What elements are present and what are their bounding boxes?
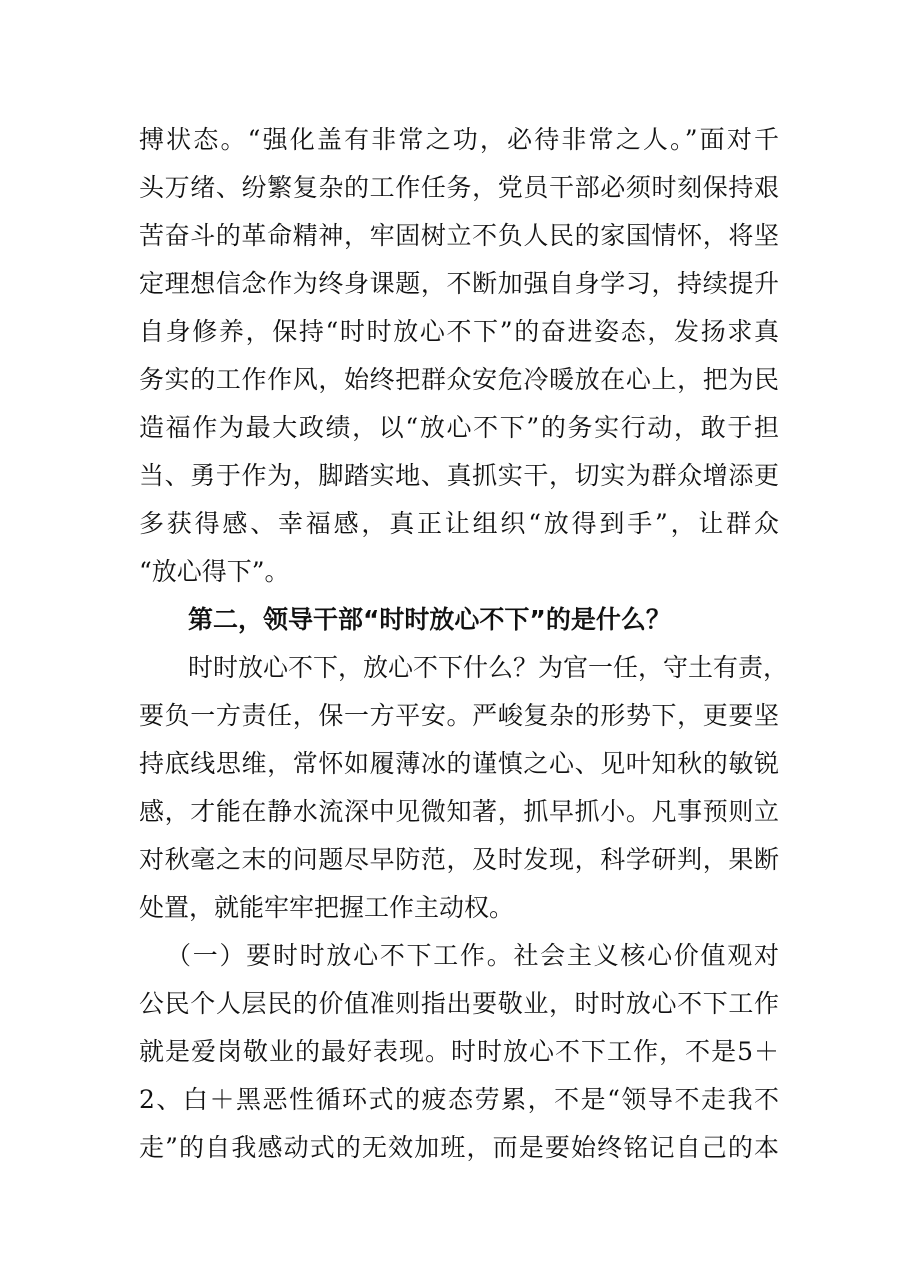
section-heading: 第二，领导干部“时时放心不下”的是什么？	[188, 605, 671, 634]
paragraph-line: 造福作为最大政绩，以“放心不下”的务实行动，敢于担	[139, 413, 779, 442]
paragraph-line: 务实的工作作风，始终把群众安危冷暖放在心上，把为民	[139, 365, 779, 394]
paragraph-line: 对秋毫之末的问题尽早防范，及时发现，科学研判，果断	[139, 845, 779, 874]
paragraph-line: 2、白＋黑恶性循环式的疲态劳累，不是“领导不走我不	[139, 1085, 779, 1114]
paragraph-line: 搏状态。“强化盖有非常之功，必待非常之人。”面对千	[139, 125, 779, 154]
paragraph-line: 苦奋斗的革命精神，牢固树立不负人民的家国情怀，将坚	[139, 221, 779, 250]
paragraph-line: “放心得下”。	[139, 557, 290, 586]
paragraph-line: 要负一方责任，保一方平安。严峻复杂的形势下，更要坚	[139, 701, 779, 730]
paragraph-line: 时时放心不下，放心不下什么？为官一任，守土有责，	[188, 653, 789, 682]
paragraph-line: 自身修养，保持“时时放心不下”的奋进姿态，发扬求真	[139, 317, 779, 346]
paragraph-line: 就是爱岗敬业的最好表现。时时放心不下工作，不是5＋	[139, 1037, 779, 1066]
paragraph-line: 公民个人层民的价值准则指出要敬业，时时放心不下工作	[139, 989, 779, 1018]
paragraph-line: （一）要时时放心不下工作。社会主义核心价值观对	[166, 941, 779, 970]
paragraph-line: 定理想信念作为终身课题，不断加强自身学习，持续提升	[139, 269, 779, 298]
paragraph-line: 持底线思维，常怀如履薄冰的谨慎之心、见叶知秋的敏锐	[139, 749, 779, 778]
paragraph-line: 感，才能在静水流深中见微知著，抓早抓小。凡事预则立	[139, 797, 779, 826]
paragraph-line: 头万绪、纷繁复杂的工作任务，党员干部必须时刻保持艰	[139, 173, 779, 202]
paragraph-line: 多获得感、幸福感，真正让组织“放得到手”，让群众	[139, 509, 779, 538]
paragraph-line: 走”的自我感动式的无效加班，而是要始终铭记自己的本	[139, 1133, 779, 1162]
paragraph-line: 当、勇于作为，脚踏实地、真抓实干，切实为群众增添更	[139, 461, 779, 490]
paragraph-line: 处置，就能牢牢把握工作主动权。	[139, 893, 515, 922]
